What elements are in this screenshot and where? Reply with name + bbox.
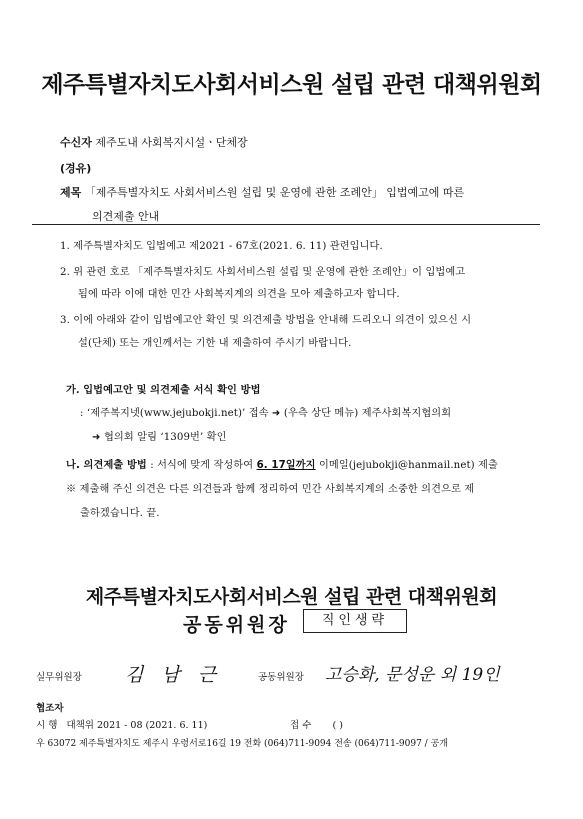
header-divider xyxy=(32,224,540,225)
address-line: 우 63072 제주특별자치도 제주시 우령서로16길 19 전화 (064)711-9094 전송 (064)711-9097 / 공개 xyxy=(36,739,448,749)
seal-omitted-box: 직인생략 xyxy=(303,609,407,633)
co-chair-label: 공동위원장 xyxy=(258,672,304,683)
staff-chair-name: 김 남 근 xyxy=(125,664,223,686)
paragraph-3b: 설(단체) 또는 개인께서는 기한 내 제출하여 주시기 바랍니다. xyxy=(78,338,352,349)
section-b-text-pre: : 서식에 맞게 작성하여 xyxy=(150,460,254,471)
subject-text-1: 「제주특별자치도 사회서비스원 설립 및 운영에 관한 조례안」 입법예고에 따른 xyxy=(84,186,465,199)
enforcement-line xyxy=(36,717,207,731)
section-b-text-post: 이메일(jejubokji@hanmail.net) 제출 xyxy=(318,460,498,471)
receipt-line xyxy=(290,717,343,731)
section-a-line-1: : ‘제주복지넷(www.jejubokji.net)’ 접속 ➜ (우측 상단 메뉴) 제주사회복지협의회 xyxy=(80,408,452,419)
enforcement-value: 대책위 2021 - 08 (2021. 6. 11) xyxy=(66,720,208,731)
section-a-line-2: ➜ 협의회 알림 ‘1309번’ 확인 xyxy=(92,432,227,443)
note-line-2: 출하겠습니다. 끝. xyxy=(80,508,160,519)
section-a-heading: 가. 입법예고안 및 의견제출 서식 확인 방법 xyxy=(66,384,261,396)
paragraph-3a: 3. 이에 아래와 같이 입법예고안 확인 및 의견제출 방법을 안내해 드리오니 의견이 있으신 시 xyxy=(60,315,472,326)
recipient-line xyxy=(60,134,248,150)
via-label: (경유) xyxy=(60,162,92,175)
paragraph-1: 1. 제주특별자치도 입법예고 제2021 - 67호(2021. 6. 11) 관련입니다. xyxy=(60,241,383,252)
document-title: 제주특별자치도사회서비스원 설립 관련 대책위원회 xyxy=(41,72,542,98)
issuer-org-name: 제주특별자치도사회서비스원 설립 관련 대책위원회 xyxy=(85,586,498,608)
receipt-label: 접 수 xyxy=(290,720,312,731)
subject-label: 제목 xyxy=(60,186,82,199)
note-line-1: ※ 제출해 주신 의견은 다른 의견들과 함께 정리하여 민간 사회복지계의 소중한 의견으로 제 xyxy=(66,484,475,495)
co-chair-names: 고승화, 문성운 외 19인 xyxy=(325,665,500,685)
subject-text-2: 의견제출 안내 xyxy=(92,210,160,223)
recipient-label: 수신자 xyxy=(60,136,92,149)
receipt-value: ( ) xyxy=(332,720,343,731)
section-b-heading: 나. 의견제출 방법 xyxy=(66,460,147,471)
issuer-role: 공동위원장 xyxy=(183,614,290,636)
section-b-line xyxy=(66,456,498,471)
subject-line xyxy=(60,184,464,200)
deadline-text: 6. 17일까지 xyxy=(256,460,316,471)
enforcement-label: 시 행 xyxy=(36,720,58,731)
staff-chair-label: 실무위원장 xyxy=(36,672,82,683)
recipient-value: 제주도내 사회복지시설ㆍ단체장 xyxy=(95,136,248,149)
paragraph-2a: 2. 위 관련 호로 「제주특별자치도 사회서비스원 설립 및 운영에 관한 조례안」이 입법예고 xyxy=(60,267,466,278)
cooperator-label: 협조자 xyxy=(36,703,64,714)
paragraph-2b: 됨에 따라 이에 대한 민간 사회복지계의 의견을 모아 제출하고자 합니다. xyxy=(78,289,400,300)
